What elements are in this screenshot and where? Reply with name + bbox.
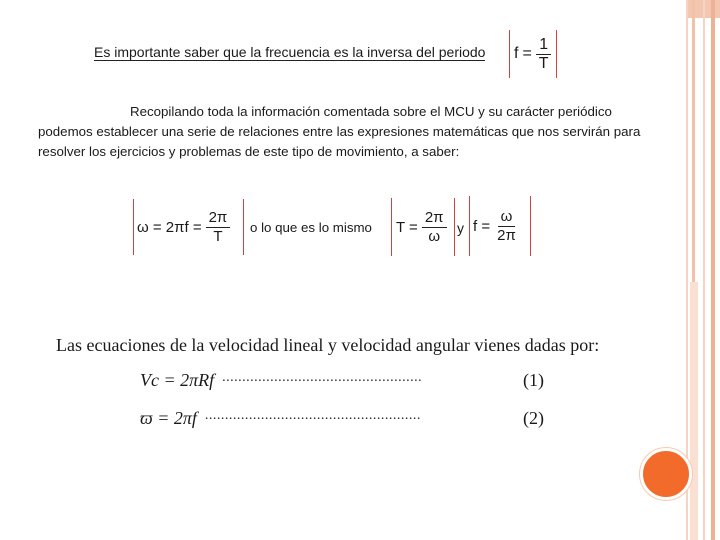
eq2-denominator: ω bbox=[428, 227, 441, 245]
omega-formula-box bbox=[133, 199, 244, 255]
connector-text: o lo que es lo mismo bbox=[250, 220, 372, 235]
paragraph-line: resolver los ejercicios y problemas de este tipo de movimiento, a saber: bbox=[38, 144, 460, 159]
section-heading: Las ecuaciones de la velocidad lineal y velocidad angular vienes dadas por: bbox=[56, 335, 600, 355]
equation-dots: ...................................................... bbox=[204, 408, 421, 423]
slide-circle-ornament bbox=[640, 448, 692, 500]
equation-dots: .................................................. bbox=[222, 370, 423, 385]
eq2-lhs: T = bbox=[396, 218, 418, 236]
frequency-formula-box bbox=[469, 196, 531, 256]
eq1-numerator: 2π bbox=[206, 209, 231, 228]
equation-tag: (1) bbox=[523, 370, 544, 390]
eq1-denominator: T bbox=[213, 227, 223, 245]
eq3-numerator: ω bbox=[498, 208, 516, 227]
body-paragraph bbox=[38, 102, 698, 162]
freq-denominator: T bbox=[538, 54, 549, 72]
freq-equals: = bbox=[522, 45, 532, 62]
period-formula-box bbox=[391, 198, 455, 256]
equation-lhs: ϖ = 2πf bbox=[140, 408, 197, 428]
eq3-fraction bbox=[494, 208, 519, 245]
paragraph-line: podemos establecer una serie de relaciones entre las expresiones matemáticas que nos servirán para bbox=[38, 124, 641, 139]
eq2-fraction bbox=[422, 209, 447, 246]
freq-lhs: f bbox=[514, 45, 519, 62]
eq1-lhs: ω = 2πf = bbox=[137, 218, 202, 236]
equation-lhs: Vc = 2πRf bbox=[140, 370, 215, 390]
decor-stripe bbox=[703, 0, 705, 540]
equation-row bbox=[140, 408, 421, 429]
freq-fraction bbox=[536, 36, 552, 73]
paragraph-line: Recopilando toda la información comentada sobre el MCU y su carácter periódico bbox=[130, 104, 612, 119]
intro-sentence: Es importante saber que la frecuencia es la inversa del periodo bbox=[94, 44, 486, 60]
eq1-fraction bbox=[206, 209, 231, 246]
eq3-lhs: f = bbox=[473, 217, 491, 235]
and-word: y bbox=[457, 220, 464, 236]
eq2-numerator: 2π bbox=[422, 209, 447, 228]
decor-stripe bbox=[711, 0, 715, 540]
eq3-denominator: 2π bbox=[497, 226, 516, 244]
equation-tag: (2) bbox=[523, 408, 544, 428]
decor-lower-band bbox=[690, 282, 698, 540]
equation-row bbox=[140, 370, 422, 391]
freq-numerator: 1 bbox=[536, 36, 551, 55]
frequency-formula bbox=[509, 30, 557, 78]
